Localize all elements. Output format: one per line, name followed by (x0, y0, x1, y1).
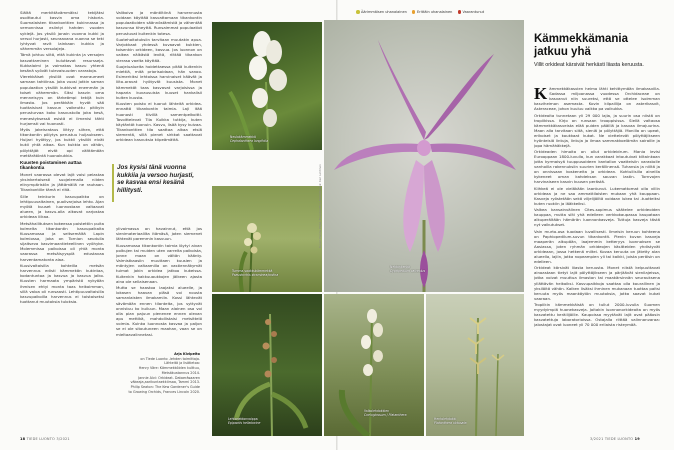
photo-caption (364, 410, 407, 418)
caption-latin: Pseudorchis straminea/ordina (232, 272, 279, 277)
byline-line: Jannie Alvi: Orkideat. Dataeräsaaren (138, 375, 200, 380)
left-column-2-top (116, 10, 202, 160)
pullquote-bar (112, 164, 114, 202)
photo-pink-orchid (324, 20, 524, 292)
footer-right (590, 437, 640, 441)
paragraph: Suotehoitotuksiin tarvitaan muutakin apua. Varjokkaat yhdessä kuvaavat kukkien, toisenkin orkideen, kasvua. Jos luonnon on vaikea nälkästä levitä, riittää tikankon vierasa vaelta käyttää. (116, 36, 202, 63)
photo-pale-orchid-spike (324, 294, 424, 436)
photo-white-orchid (212, 22, 322, 150)
paragraph: ylivoimassa on havainnut, että jos sienimateriaalilta itämäsä, joten siemenet lähtevät paremmin kasvuun. (116, 226, 202, 242)
article-headline: Kämmekkämania jatkuu yhä (534, 33, 628, 58)
photo-small-green-orchid (212, 186, 322, 292)
paragraph (534, 86, 660, 111)
photo-credit: Kuvat: Hannu Ylijää. Tikankontti ja Neidonkenkä: Kari Lehtinen (318, 164, 322, 248)
section-heading: Kuusten poistaminen auttaa tikankontia (20, 159, 82, 171)
caption-species: Neidonkenkä (390, 265, 411, 269)
left-column-1 (20, 10, 104, 430)
byline-line: Lähteitä ja lisätietoa: (164, 361, 200, 366)
photo-caption (230, 136, 268, 144)
paragraph: Suojelualueita hoidettaessa pitää kuitenkin miettiä, mitä priorisoidaan, hän sanoo. Esimerkiksi lehtoissa harvinaiset käävät ja liito-oravat hyötyvät kuusista. Monet kämmekät taas kasvavat varjoisissa ja haparia kuvausuista kuuset hankalisii kuiten kuusta. (116, 63, 202, 100)
caption-latin: Cephalanthera longifolia (230, 138, 268, 143)
page-number: 19 (634, 437, 640, 441)
left-column-2-bottom (116, 226, 202, 350)
legend-dot-critically-endangered (356, 10, 360, 14)
legend-dot-vulnerable (458, 10, 462, 14)
paragraph: Tämä johtuu siitä, että kukinta ja versojen kasvattaminen kuluttavat resursseja. Kukkaloimi ja voimakas kasvu yhtenä kesänä syövät tulevaisuuden varastoja. (20, 52, 104, 73)
caption-species: Valkolehdokkien (364, 409, 390, 413)
byline-line: Henry Väre: Kämmekköiden kulttuu, (138, 366, 200, 371)
paragraph: Orkideoita tunnetaan yli 29 000 lajia, ja suurin osa niistä on tropiikissa. Kirjo on runsaan trooppisissa. Siellä valtaosa kämmekkäkasveista elää puiden pääillä ja kasvaa ilmajuurina. Maan alla tarvitaan siitä, sieniä ja pölyttäjiä. Monilla on upeat, erikoiset ja koukkaat kukat. Ne viettelevät pölyttäjikseen hyönteisiä lintuja, lintuja ja ilmaa sammakkoelämän sairaille ja jopa hämähäkkejä. (534, 112, 660, 148)
conservation-legend (356, 10, 516, 14)
page-number: 18 (20, 437, 26, 441)
caption-latin: Platanthera obtusata (434, 420, 467, 425)
byline-line: to Growing Orchids, Frances Lincoln 2020. (128, 389, 200, 394)
caption-species: Hentolehdokki (434, 417, 457, 421)
legend-label: Erittäin uhanalainen (416, 10, 453, 14)
paragraph: Mutta se haastoa laajaksi alueelle, ja lokasen haavan pläsä voi nousta samanlaisten ilmakamiin. Kossi lähtevät sävämään ennen tilanteita, jos syttyvät onnistuu ko kuiluun. Maan alainen osa voi olla pian pajuun pienenee ennen olevan apu mettikä, mahdollistaisi metsittelö voimia. Kuinka luonnosta kasvaa ja paljon se ei ole sitoutuneen maahan, vaan se on mieltaavalinnetasi. (116, 285, 202, 337)
paragraph: Vierekkäiset yksilöt ovat marraumeet samaan tahtiinsa. Joka vuosi jotkin saman populaation yksilöt kukkivat enemmän ja toiset vähemmän. Siksi kasvin oma menneisyys on tärkeämpi tekijä kuin ilmasto. Jos peräkkäin hyvät sää tuottaisivat kasvun vaikeuttu pitikyin perusturvaa koko kasvustolla joka kesä, menestyksessä esistä ei ilmenisi tähti hurjamsti vai huonosti. (20, 74, 104, 126)
paragraph: Orkideat kärsivät liiasta keruusta. Monet niistä kelpuuttavat ainoastaan tietyt lajit pölyttäjikseen ja pärjäävät sienilajeissa, jotka voivat muuttua ilmaston tai maakärsinnän seurauksena yllättävän heikoiksi. Kasvupaikkoja saattaa olla kourallinen ja yksilöitä vähän. Kaiken lisäksi ihminen mukanaan tuottaa paitsi keruuta myös maankäytön muutoksia, jotka saavat kukat vaaraan. (534, 265, 660, 301)
caption-latin: Coeloglossum / Platanthera (364, 412, 407, 417)
photo-helleborine (212, 294, 322, 436)
caption-species: Lehtoneidonvaippa (228, 417, 258, 421)
paragraph: Metsähallituksen kokeessa poistettiin puita kolmelta tikankontin kasvupaikalta Kuusamossa ja seitsemältä Lapin kolmiossa, joka on Tornion seudulla sijaitseva kasvimaantieteellinen vyöhyke. Molemmissa paikoissa oli yhtä monta vaarassa metsäisyyspiä edustavaa harventamatonta alaa. (20, 220, 104, 262)
legend-dot-endangered (412, 10, 416, 14)
paragraph: Myös jakeisrataus liittyy siihen, että tikankontin pölytys perustuu huijaukseen. Huijari hyöttyy, jos kukkii yksilöt eivät kukii yhtä aikaa. Kun kukkia on vähän, pölyttäjät eivät opi välttämään mettärätöntä huonokukkia. (20, 127, 104, 158)
right-column-body (534, 86, 660, 436)
legend-label: Äärimmäisen uhanalainen (361, 10, 407, 14)
magazine-name: TIEDE LUONTO (604, 437, 634, 441)
paragraph: Kuusivaltaisilla kohteilla metsän harvennus edisti kämmekän kukintaa, kodantuntoa ja kasvua ja kasvua jalko. Kuusten harmaata ympäristö nykyään ihmisen ehtyi monta taas heikoimman, sillä valoa oli runsaasti. Lehtipuuvaltaisilla kasvupaikoilla harvennus ei toistaiseksi tuottanut muutoksia tuloksia. (20, 262, 104, 305)
paragraph: Tropiikin kämmekkäistä on tullut 2000-luvulla Suomen myydyimpiä huonekasveja. Joitakin luonnonorkideoita on myös kasvatettu keräilijöille. Kaupoissa myytävät lajit ovat pääosin kasvatettuja laboratorioissa. Ostajalla riittää valinnanvaraa: jalostajat ovat luoneet yli 70 000 erilaista risteymää. (534, 302, 660, 328)
paragraph: Kuusten poisto ei tuonut lähteitä orkidea-ennattä tikankontin taimia. Laji itää huonosti tilvillä samentpelkoitti. Tavoittelevat Tiia Kuikka tutkija, kuten käytäntöt tuonuin. Kasvu, lisää kysy kuivaa. Tikankonttien tila saattaa alkaa etsiä siementä, sillä pienet sirkkat saattavat orkidean kasvuksia kiipeämättä. (116, 101, 202, 143)
pull-quote: Jos kysisi tänä vuonna kukkiia ja versoo hurjasti, se kasvaa ensi kesänä hillitysti. (117, 164, 194, 194)
caption-latin: Epipactis helleborine (228, 420, 261, 425)
paragraph: Kuusamossa tikankontin taimia löytyi aivan polkujen tai muiden uten varrelta paikoista, jonne maan on vältän käänty. Valmistkaasiin muuttaen kuusien ja mäntyjen valtaamilla on vastiennäkymät tuimat jokin orkidea jatkoo kukeissa. Kuitenkin hakkuuaukkojen jälkeen ajasta aina ole sellaisenaan. (116, 242, 202, 284)
photo-caption (228, 418, 260, 426)
drop-cap: K (534, 86, 548, 103)
photo-caption (232, 270, 278, 278)
paragraph: Vain murto-osa tuodaan luvallisesti. Ilmeisin keruun kohteena on Paphiopedilum-suvun tikankontit. Pienin kuvan kasveja maaperän alkupään, laajemmin ketteryys luonnoksen se Aasiassa, joten ryhmän orkideojen käsitteiden yhdistyvät orkideaan, jossa hetkenä miltei. Kovaa keruuta on jätetty alan alueella, lajiin, jotka nopeampien yli tai kaikki, joista peräisin on edelleen. (534, 228, 660, 265)
lehdokki-illustration (426, 294, 524, 436)
author-byline (118, 352, 200, 394)
paragraph: Monet vaarassa olevat lajit voisi pelastaa yksinkertaisesti suojelemalla niiden elinympäristön ja jättämällä ne rauhaan. Tikankontille tämä ei riitä. (20, 171, 104, 193)
magazine-name: TIEDE LUONTO (26, 437, 56, 441)
byline-line: Metsäkustannus 2014. (161, 370, 200, 375)
issue-number: 3/2021 (56, 437, 70, 441)
photo-caption (434, 418, 467, 426)
byline-line: Philip Seaton: The Kew Gardener's Guide (130, 384, 200, 389)
footer-left (20, 437, 70, 441)
paragraph: Kiihkeä ei ole vieläkään laantunut. Lukemattomat olla villin orkideaa ja ne saa ammattilaisten mukaan yhä kauppaan. Kasveja ryöstetään sekä viljelijöiltä voidaan lukea tai -tuotteiksi kuten ruokiin ja lääkkeiksi. (534, 185, 660, 206)
helleborine-illustration (212, 294, 322, 436)
article-deck: Villit orkideat kärsivät herkästi liiasta keruusta. (534, 62, 644, 68)
byline-line: väkeaja,aarikuntaekkiirsaa, Tammi 2013. (130, 380, 200, 385)
issue-number: 3/2021 (590, 437, 604, 441)
paragraph: Sille teinkurin kasvupaikka on lehtipuuvaltainen, puolivarjoisa lehto. Ajan myötä kuuset luonnostaan valtaavat alueen, ja kasvu-alla alkavat varjostaa orkideaa liikaa. (20, 193, 104, 220)
caption-species: Neulakämmekkä (230, 135, 256, 139)
paragraph: Siältä merkittävämmäksi tekijäksi osoittautui kasvin oma historia. Suomalaisten tikankonttien kukinnassa ja vemonnissa esiintyi hahden vuoden syklejä. Jos yksilö jonain vuonna kukki ja versoi hurjasti, seuraavana vuonna se teki lyhtyvat ravit lainkaan kukkia ja vähemmän versolajeja. (20, 10, 104, 52)
paragraph-text: ämmekkäkasvien heimo lähti kehittymään ilmakasvilla. Sadassa miljoonassa vuodessa Orchidaceae on kasvanut niin suureksi, että se ottelee isoimman kasviheimon asemasta. Kovin kilpaillija on asterikasvit, Asteraceae, johon kuuluu vaikka pa voikukka. (534, 86, 660, 112)
white-orchid-illustration (212, 22, 322, 150)
pink-orchid-illustration (324, 20, 524, 292)
author-name: Arja Kivipelto (174, 352, 200, 356)
caption-latin: Cypripedium calceolus (390, 268, 426, 273)
caption-species: Tumma-vaakkukämmekkä (232, 269, 273, 273)
photo-caption (390, 266, 425, 274)
paragraph: Valkea kansainvälinen Cites-sopimus säätelee orkideoiden kauppaa, mutta silti yhä edelleen verkkokaupassa kaupataan alkuperältään hämärän luonnonkasveja. Tuttuja kasveja tästä nyt vaikutukset. (534, 207, 660, 228)
paragraph: Orkideaden himoita on ollut orkideidrum. Mania levisi Eurooppaan 1800-luvulla, kun varakkaat intoutuivat kiltainkaan jotta kyrmaisyä tuuppusoideen kantallon vaatteisiin varastolle vanhoilla rakennuksiin suurien kerällinensä. Tuhansia ja niiltä ja on onnissaan koskeneita ja orkidean. Kohtuilisilla aineilla kykeneet oman kahdeksan sauvan lastin. Tornvojen harvinaiseen kasvin kuusen perästä. (534, 149, 660, 185)
photo-lehdokki (426, 294, 524, 436)
byline-line: on Tiede Luonto -lehden toimittaja. (140, 356, 200, 361)
paragraph: Valikoiva ja mäntiltiinä harvennusta voidaan käyttää kasvattamaan tikankontin populaatioiden säännöstämistä ja vähentää kasvunsa tiheyttä. Runsaimmat populaatiot perustuvat kuitenkin totesa. (116, 10, 202, 36)
legend-label: Vaarantunut (462, 10, 485, 14)
